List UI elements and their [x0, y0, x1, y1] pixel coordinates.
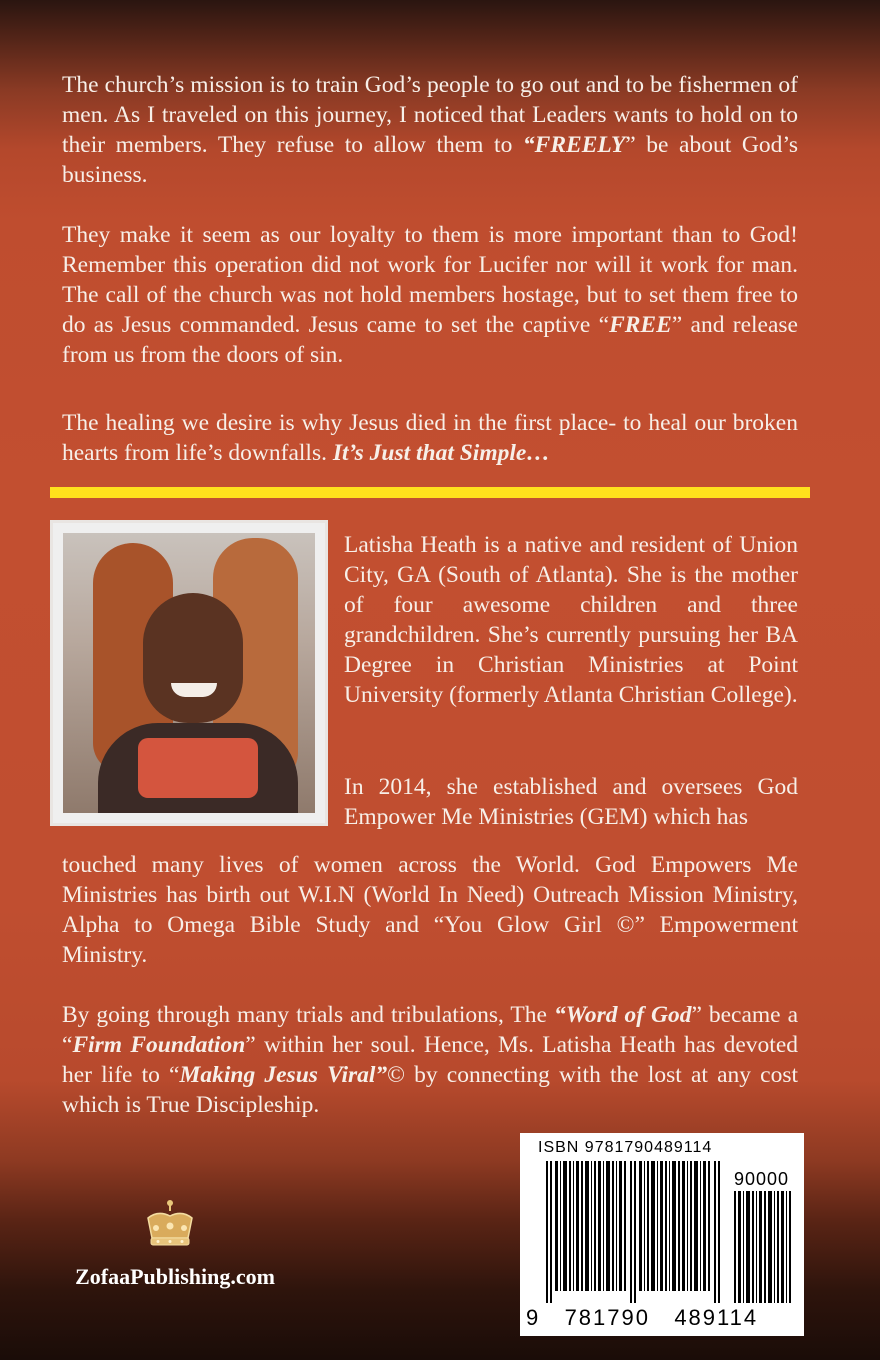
emphasis-word-of-god: “Word of God	[553, 1002, 692, 1028]
author-bio-4	[62, 1000, 798, 1120]
text: They make it seem as our loyalty to them is more important than to God! Remember this operation did not work for Lucifer nor will it work for man. The call of the church was not hold members hostage, but to set them free to do as Jesus commanded. Jesus came to set the captive “	[62, 222, 798, 338]
text: ” and release from us from the doors of sin.	[62, 312, 798, 368]
paragraph-mission	[62, 70, 798, 190]
yellow-divider	[50, 487, 810, 498]
text: By going through many trials and tribulations, The	[62, 1002, 554, 1028]
text: ” be about God’s business.	[62, 132, 798, 188]
isbn-digits: 9 781790 489114	[526, 1305, 759, 1330]
isbn-label: ISBN 9781790489114	[538, 1139, 713, 1156]
author-photo	[50, 520, 328, 826]
barcode-bars-addon	[734, 1191, 792, 1303]
face	[143, 593, 243, 723]
isbn-barcode	[520, 1133, 804, 1336]
author-bio-2: In 2014, she established and oversees God Empower Me Ministries (GEM) which has	[344, 774, 798, 830]
emphasis-freely: “FREELY	[522, 132, 626, 158]
emphasis-firm-foundation: Firm Foundation	[72, 1032, 246, 1058]
author-portrait	[63, 533, 315, 813]
publisher-website: ZofaaPublishing.com	[75, 1264, 275, 1289]
tagline: It’s Just that Simple…	[332, 440, 550, 466]
emphasis-making-jesus-viral: Making Jesus Viral”	[179, 1062, 388, 1088]
emphasis-free: FREE	[609, 312, 672, 338]
barcode-bars-main	[546, 1161, 722, 1303]
smile	[171, 683, 217, 697]
text: ” within her soul. Hence, Ms. Latisha Heath has devoted her life to “	[62, 1032, 798, 1088]
necklace	[138, 738, 258, 798]
author-bio-3: touched many lives of women across the World. God Empowers Me Ministries has birth out W.I.N (World In Need) Outreach Mission Ministry, Alpha to Omega Bible Study and “You Glow Girl ©” Empowerment Ministry.	[62, 852, 798, 968]
text: © by connecting with the lost at any cost which is True Discipleship.	[62, 1062, 798, 1118]
paragraph-healing	[62, 408, 798, 468]
price-code: 90000	[734, 1169, 790, 1189]
text: The church’s mission is to train God’s people to go out and to be fishermen of men. As I traveled on this journey, I noticed that Leaders wants to hold on to their members. They refuse to allow them to	[62, 72, 798, 158]
text: The healing we desire is why Jesus died in the first place- to heal our broken hearts from life’s downfalls.	[62, 410, 798, 466]
crown-icon	[142, 1198, 198, 1254]
text: ” became a “	[62, 1002, 799, 1058]
paragraph-loyalty	[62, 220, 798, 370]
author-bio-1: Latisha Heath is a native and resident of Union City, GA (South of Atlanta). She is the mother of four awesome children and three grandchildren. She’s currently pursuing her BA Degree in Christian Ministries at Point University (formerly Atlanta Christian College).	[344, 532, 798, 708]
